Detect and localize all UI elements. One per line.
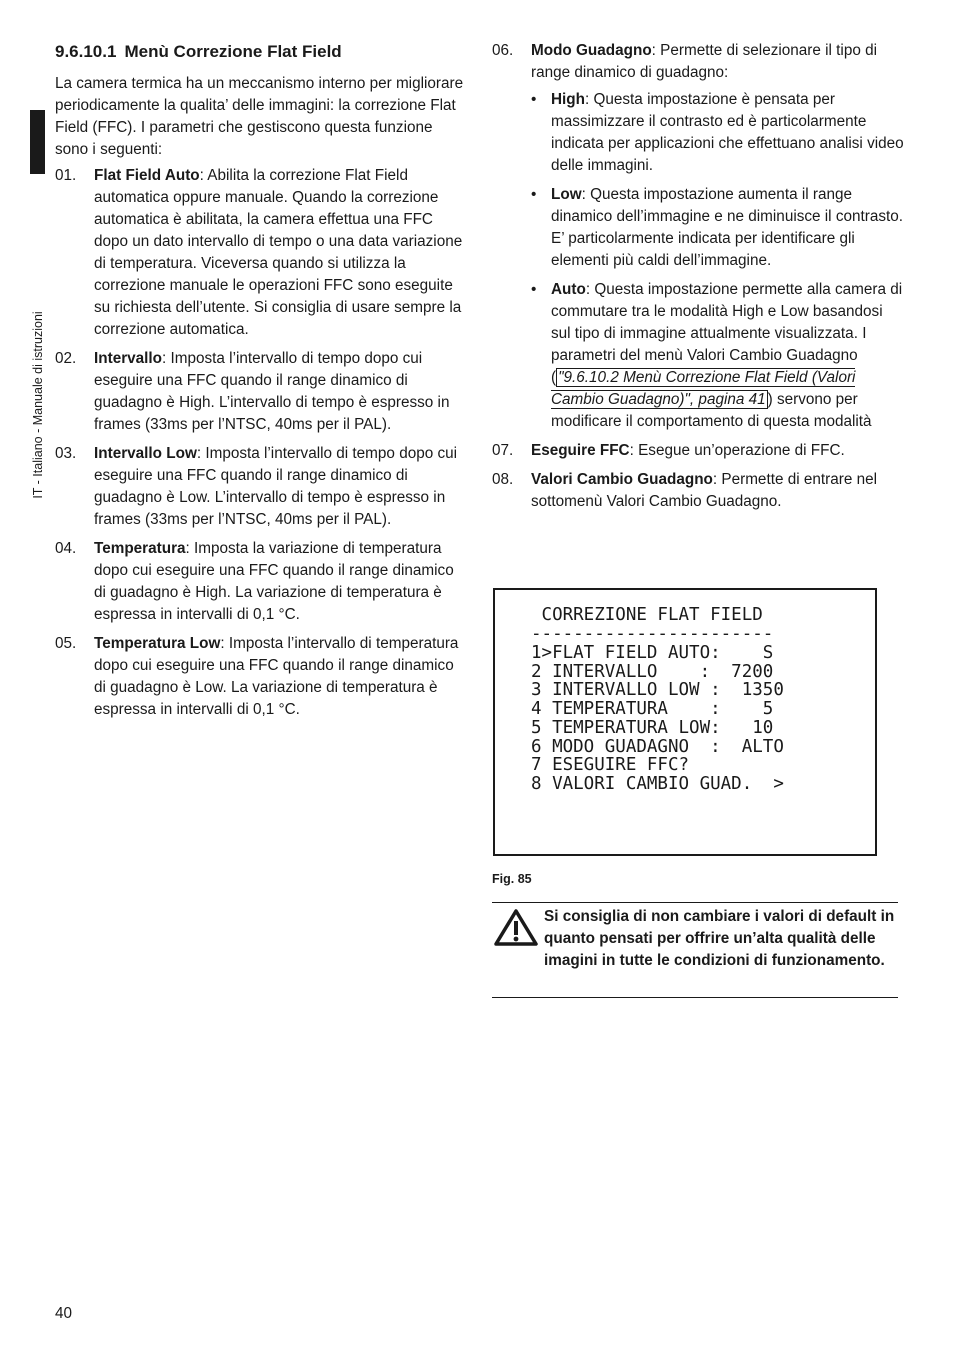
bullet-high [531, 89, 904, 177]
item-label: Modo Guadagno [531, 42, 652, 59]
bullet-label: Low [551, 186, 582, 203]
sidebar-label: IT - Italiano - Manuale di istruzioni [31, 311, 45, 499]
cross-reference-link[interactable]: "9.6.10.2 Menù Correzione Flat Field (Valori Cambio Guadagno)", pagina 41 [551, 369, 856, 408]
bullet-dot: • [531, 91, 537, 108]
right-column [492, 40, 904, 520]
menu-title: CORREZIONE FLAT FIELD [531, 605, 763, 625]
item-label: Eseguire FFC [531, 442, 630, 459]
item-label: Valori Cambio Guadagno [531, 471, 713, 488]
item-text: : Imposta la variazione di temperatura dopo cui eseguire una FFC quando il range dinamico di guadagno è High. La variazione di temperatura è espressa in intervalli di 0,1 °C. [94, 540, 454, 623]
item-number: 08. [492, 471, 514, 488]
menu-row: 5 TEMPERATURA LOW: 10 [531, 718, 774, 738]
item-label: Temperatura [94, 540, 186, 557]
item-text: : Imposta l’intervallo di tempo dopo cui eseguire una FFC quando il range dinamico di guadagno è Low. L’intervallo di tempo è espresso in frames (33ms per l’NTSC, 40ms per il PAL). [94, 445, 458, 528]
item-text: : Imposta l’intervallo di temperatura dopo cui eseguire una FFC quando il range dinamico di guadagno è Low. La variazione di temperatura è espressa in intervalli di 0,1 °C. [94, 635, 459, 718]
item-label: Temperatura Low [94, 635, 221, 652]
list-item-06 [492, 40, 904, 433]
menu-divider: ----------------------- [531, 624, 774, 644]
item-label: Intervallo Low [94, 445, 197, 462]
bullet-auto [531, 279, 904, 433]
bullet-low [531, 184, 904, 272]
item-number: 03. [55, 445, 77, 462]
menu-row: 3 INTERVALLO LOW : 1350 [531, 680, 784, 700]
bullet-text: : Questa impostazione è pensata per massimizzare il contrasto ed è particolarmente indicata per applicazioni che effettuano analisi video delle immagini. [551, 91, 904, 174]
warning-text: Si consiglia di non cambiare i valori di default in quanto pensati per offrire un’alta qualità delle imagini in tutte le condizioni di funzionamento. [544, 908, 895, 969]
item-label: Intervallo [94, 350, 163, 367]
warning-icon [494, 909, 538, 947]
section-number: 9.6.10.1 [55, 42, 117, 61]
item-label: Flat Field Auto [94, 167, 200, 184]
list-item-05 [55, 633, 465, 721]
item-number: 02. [55, 350, 77, 367]
warning-box [492, 902, 898, 998]
item-text: : Esegue un’operazione di FFC. [629, 442, 845, 459]
side-tab-marker [30, 110, 45, 174]
menu-row: 1>FLAT FIELD AUTO: S [531, 643, 774, 663]
menu-row: 2 INTERVALLO : 7200 [531, 662, 774, 682]
page-number: 40 [55, 1305, 73, 1322]
left-column [55, 40, 465, 728]
item-number: 05. [55, 635, 77, 652]
item-number: 07. [492, 442, 514, 459]
list-item-04 [55, 538, 465, 626]
menu-row: 8 VALORI CAMBIO GUAD. > [531, 774, 784, 794]
bullet-label: Auto [551, 281, 586, 298]
bullet-label: High [551, 91, 585, 108]
list-item-08 [492, 469, 904, 513]
menu-row: 6 MODO GUADAGNO : ALTO [531, 737, 784, 757]
item-text: : Permette di selezionare il tipo di range dinamico di guadagno: [531, 42, 877, 81]
item-number: 01. [55, 167, 77, 184]
menu-row: 7 ESEGUIRE FFC? [531, 755, 690, 775]
osd-menu-screen [493, 588, 877, 856]
list-item-01 [55, 165, 465, 341]
intro-paragraph: La camera termica ha un meccanismo interno per migliorare periodicamente la qualita’ delle immagini: la correzione Flat Field (FFC). I parametri che gestiscono questa funzione sono i seguenti: [55, 75, 464, 158]
list-item-07 [492, 440, 904, 462]
bullet-dot: • [531, 186, 537, 203]
bullet-text-after: ) servono per modificare il comportamento di questa modalità [551, 391, 872, 430]
item-text: : Abilita la correzione Flat Field automatica oppure manuale. Quando la correzione automatica è abilitata, la camera effettua una FFC dopo un dato intervallo di tempo o una data variazione di temperatura. Viceversa quando si utilizza la correzione manuale le operazioni FFC sono eseguite su richiesta dell’utente. Si consiglia di usare sempre la correzione automatica. [94, 167, 463, 338]
bullet-text: : Questa impostazione aumenta il range dinamico dell’immagine e ne diminuisce il contrasto. E’ particolarmente indicata per identificare gli elementi più caldi dell’immagine. [551, 186, 903, 269]
section-title: Menù Correzione Flat Field [124, 42, 342, 61]
item-number: 04. [55, 540, 77, 557]
list-item-02 [55, 348, 465, 436]
item-text: : Imposta l’intervallo di tempo dopo cui eseguire una FFC quando il range dinamico di guadagno è High. L’intervallo di tempo è espresso in frames (33ms per l’NTSC, 40ms per il PAL). [94, 350, 450, 433]
item-text: : Permette di entrare nel sottomenù Valori Cambio Guadagno. [531, 471, 877, 510]
bullet-text: : Questa impostazione permette alla camera di commutare tra le modalità High e Low basandosi sul tipo di immagine attualmente visualizzata. I parametri del menù Valori Cambio Guadagno ( [551, 281, 903, 386]
bullet-dot: • [531, 281, 537, 298]
item-number: 06. [492, 42, 514, 59]
menu-row: 4 TEMPERATURA : 5 [531, 699, 774, 719]
section-heading [55, 40, 465, 64]
figure-caption: Fig. 85 [492, 872, 532, 886]
list-item-03 [55, 443, 465, 531]
gain-mode-options [531, 89, 904, 433]
